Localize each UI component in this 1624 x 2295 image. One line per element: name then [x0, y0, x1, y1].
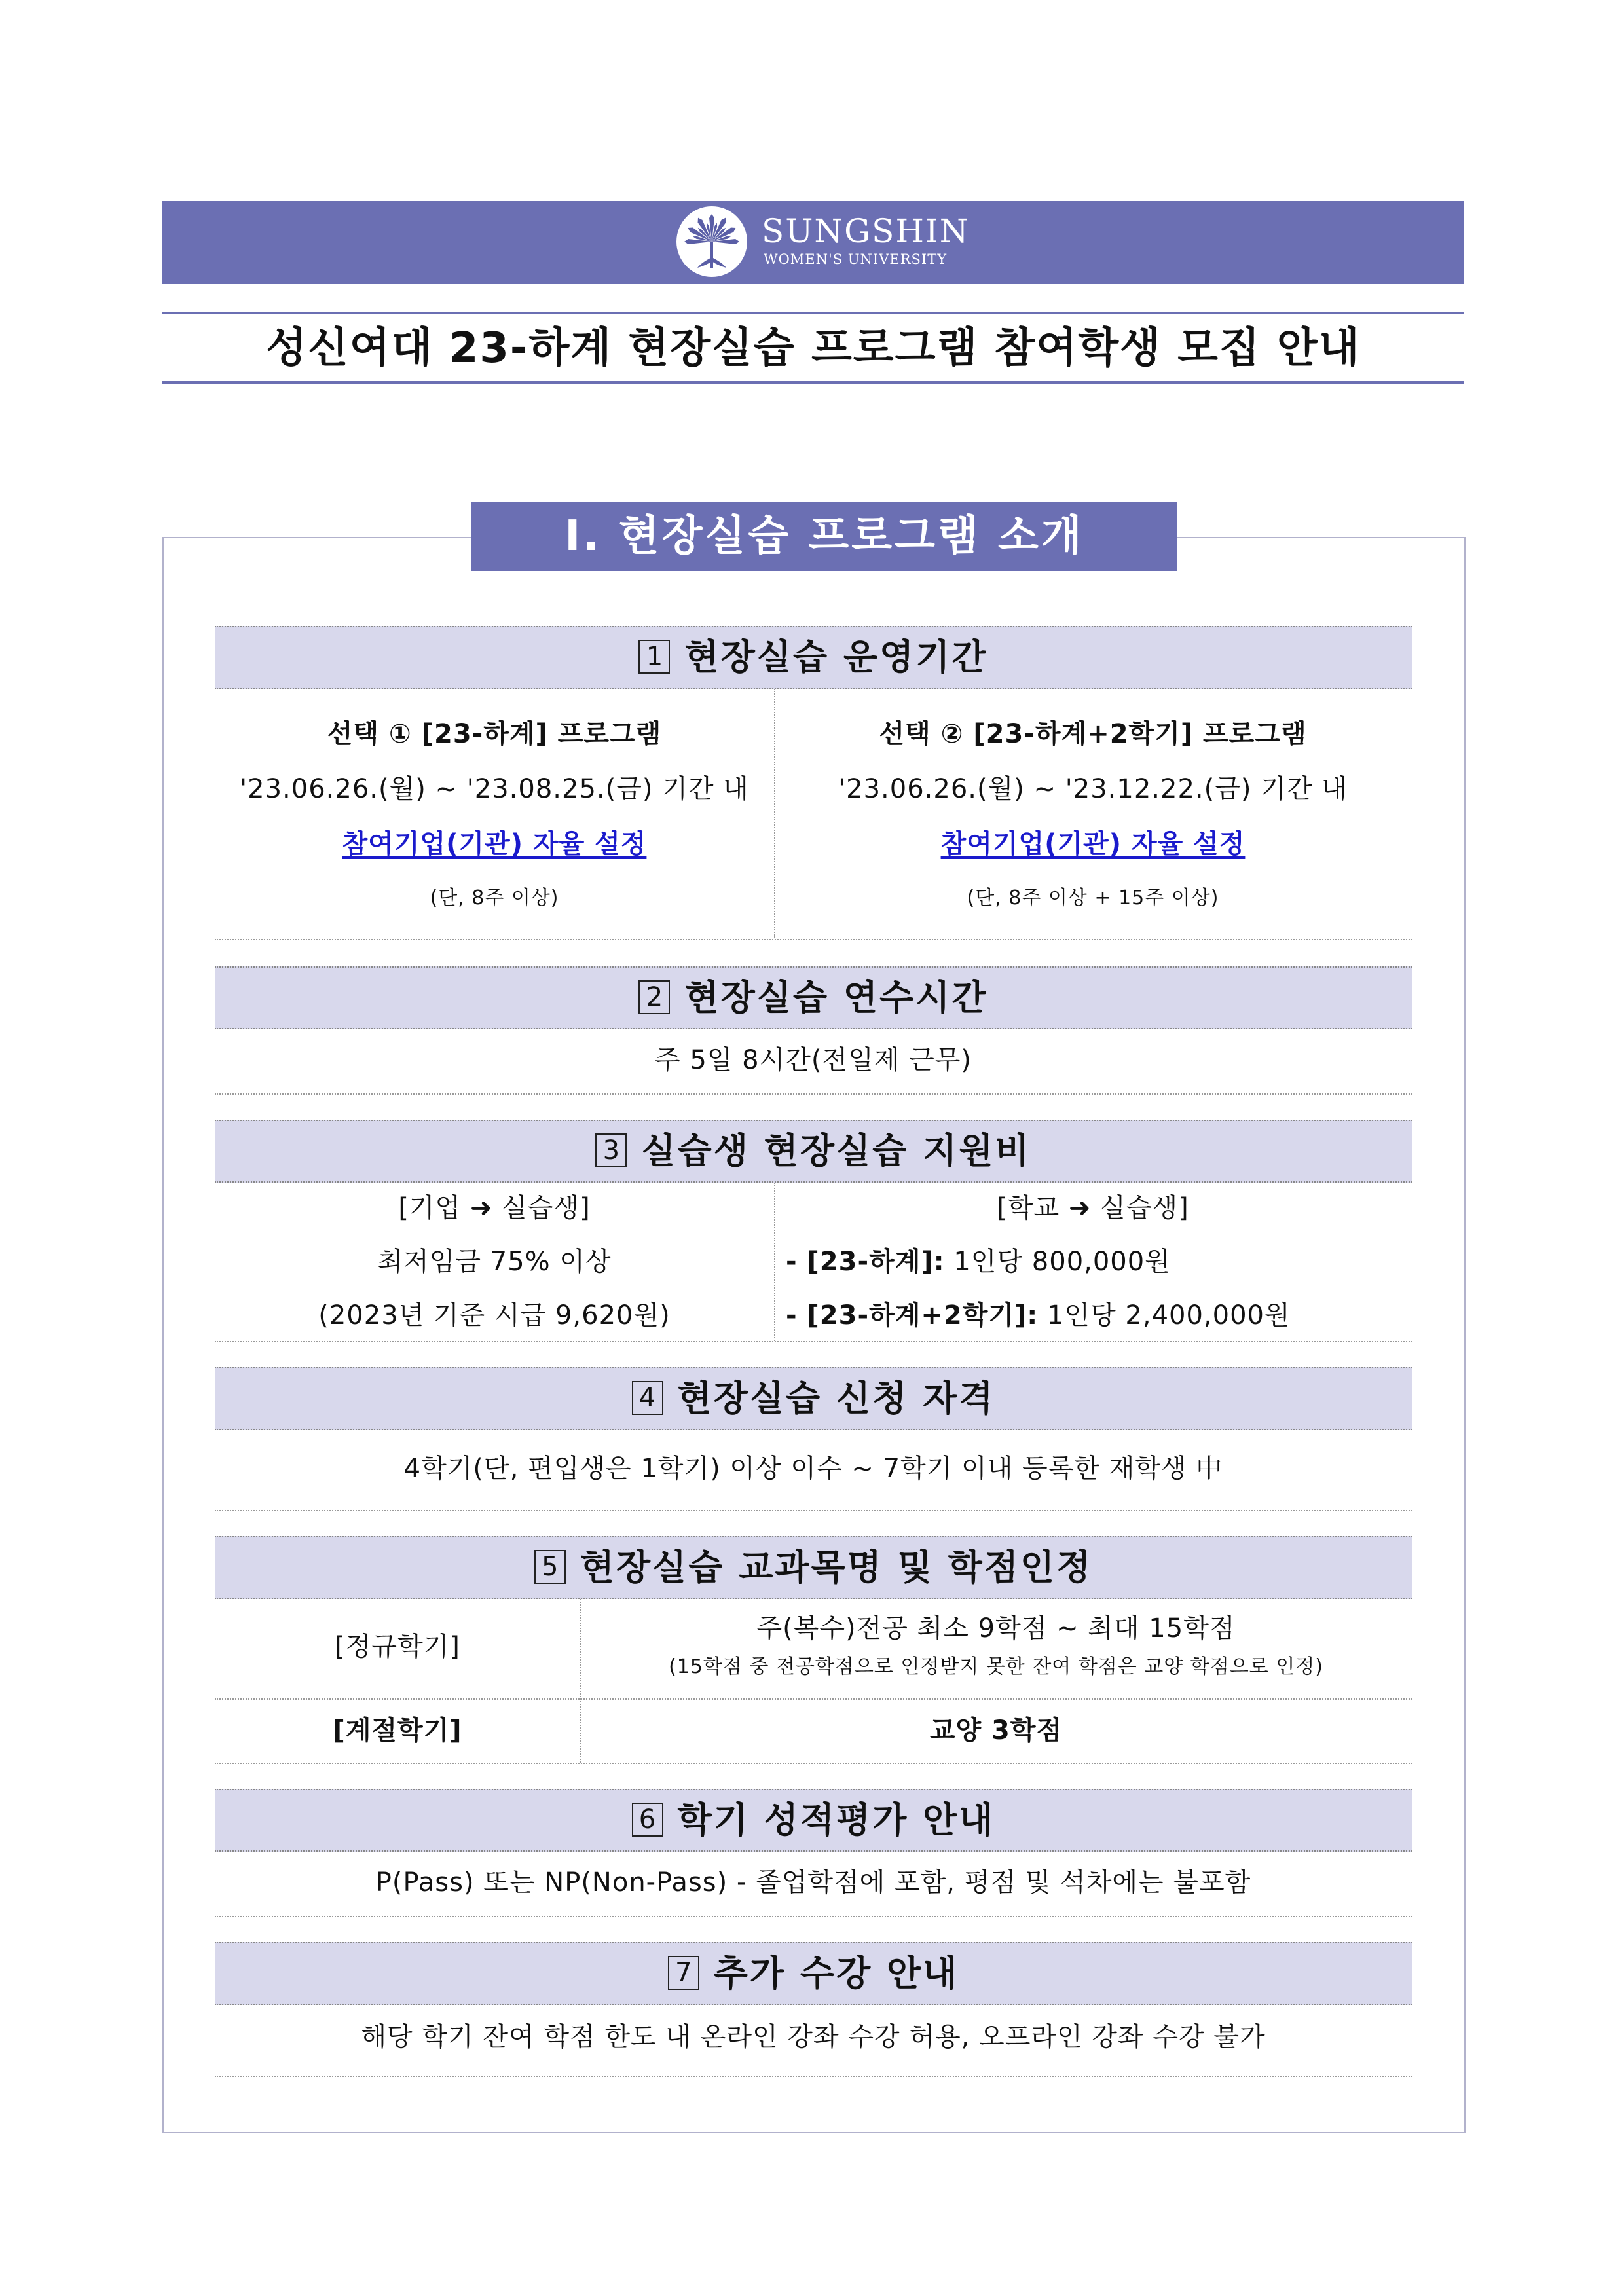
- option-1-note: (단, 8주 이상): [430, 887, 559, 909]
- option-2-note: (단, 8주 이상 + 15주 이상): [967, 887, 1219, 909]
- section-tab: Ⅰ. 현장실습 프로그램 소개: [471, 502, 1177, 571]
- section-divider: [215, 1093, 1412, 1095]
- section-4-header: [215, 1367, 1412, 1430]
- section-title: 현장실습 교과목명 및 학점인정: [580, 1547, 1093, 1588]
- option-2-link[interactable]: 참여기업(기관) 자율 설정: [940, 829, 1246, 859]
- eligibility-text: 4학기(단, 편입생은 1학기) 이상 이수 ~ 7학기 이내 등록한 재학생 中: [403, 1454, 1223, 1484]
- title-rule-bottom: [162, 381, 1464, 384]
- option-1-link[interactable]: 참여기업(기관) 자율 설정: [342, 829, 647, 859]
- section-number: 2: [638, 980, 670, 1014]
- section-title: 추가 수강 안내: [713, 1953, 959, 1994]
- school-support-value: 1인당 2,400,000원: [1038, 1300, 1291, 1331]
- section-divider: [215, 1341, 1412, 1342]
- training-hours: 주 5일 8시간(전일제 근무): [654, 1045, 972, 1075]
- section-5-header: [215, 1536, 1412, 1599]
- school-support-item: [786, 1245, 1171, 1278]
- section-2-header: [215, 966, 1412, 1029]
- section-divider: [215, 2076, 1412, 2077]
- section-divider: [215, 1916, 1412, 1917]
- section-1-header: [215, 626, 1412, 689]
- school-support-item: [786, 1299, 1291, 1332]
- additional-course-text: 해당 학기 잔여 학점 한도 내 온라인 강좌 수강 허용, 오프라인 강좌 수강 불가: [361, 2022, 1266, 2052]
- row-divider: [215, 1698, 1412, 1700]
- section-7-header: [215, 1942, 1412, 2005]
- section-number: 4: [632, 1381, 663, 1415]
- title-rule-top: [162, 312, 1464, 314]
- seasonal-semester-label: [계절학기]: [333, 1716, 462, 1746]
- logo-name: SUNGSHIN: [762, 212, 970, 250]
- regular-semester-note: (15학점 중 전공학점으로 인정받지 못한 잔여 학점은 교양 학점으로 인정): [669, 1655, 1323, 1678]
- regular-semester-label: [정규학기]: [335, 1632, 460, 1662]
- section-divider: [215, 939, 1412, 940]
- option-1-period: '23.06.26.(월) ~ '23.08.25.(금) 기간 내: [240, 774, 749, 804]
- school-support-label: - [23-하계]:: [786, 1247, 945, 1277]
- section-number: 7: [668, 1956, 699, 1990]
- company-support-rate: 최저임금 75% 이상: [377, 1247, 612, 1277]
- section-6-header: [215, 1789, 1412, 1852]
- seasonal-semester-credits: 교양 3학점: [929, 1716, 1063, 1746]
- section-3-header: [215, 1120, 1412, 1183]
- section-title: 학기 성적평가 안내: [677, 1799, 995, 1841]
- company-support-heading: [기업 ➜ 실습생]: [398, 1193, 591, 1223]
- section-divider: [215, 1510, 1412, 1511]
- section-title: 현장실습 운영기간: [684, 636, 988, 678]
- section-title: 현장실습 신청 자격: [677, 1378, 995, 1419]
- section-number: 5: [534, 1550, 566, 1584]
- section-title: 현장실습 연수시간: [684, 977, 988, 1018]
- sungshin-emblem-icon: [675, 205, 748, 278]
- school-support-value: 1인당 800,000원: [944, 1247, 1171, 1277]
- school-support-label: - [23-하계+2학기]:: [786, 1300, 1039, 1331]
- option-2-period: '23.06.26.(월) ~ '23.12.22.(금) 기간 내: [838, 774, 1348, 804]
- logo-subtitle: WOMEN'S UNIVERSITY: [764, 251, 948, 267]
- section-number: 1: [638, 640, 670, 674]
- option-1-heading: 선택 ① [23-하계] 프로그램: [327, 719, 662, 749]
- section-number: 3: [595, 1133, 627, 1167]
- section-divider: [215, 1763, 1412, 1764]
- grading-text: P(Pass) 또는 NP(Non-Pass) - 졸업학점에 포함, 평점 및 석차에는 불포함: [375, 1867, 1251, 1898]
- page-title: 성신여대 23-하계 현장실습 프로그램 참여학생 모집 안내: [266, 324, 1361, 373]
- school-support-heading: [학교 ➜ 실습생]: [997, 1193, 1189, 1223]
- section-title: 실습생 현장실습 지원비: [641, 1130, 1031, 1171]
- section-number: 6: [632, 1803, 663, 1837]
- company-support-wage: (2023년 기준 시급 9,620원): [318, 1300, 671, 1331]
- regular-semester-credits: 주(복수)전공 최소 9학점 ~ 최대 15학점: [756, 1613, 1236, 1643]
- option-2-heading: 선택 ② [23-하계+2학기] 프로그램: [879, 719, 1307, 749]
